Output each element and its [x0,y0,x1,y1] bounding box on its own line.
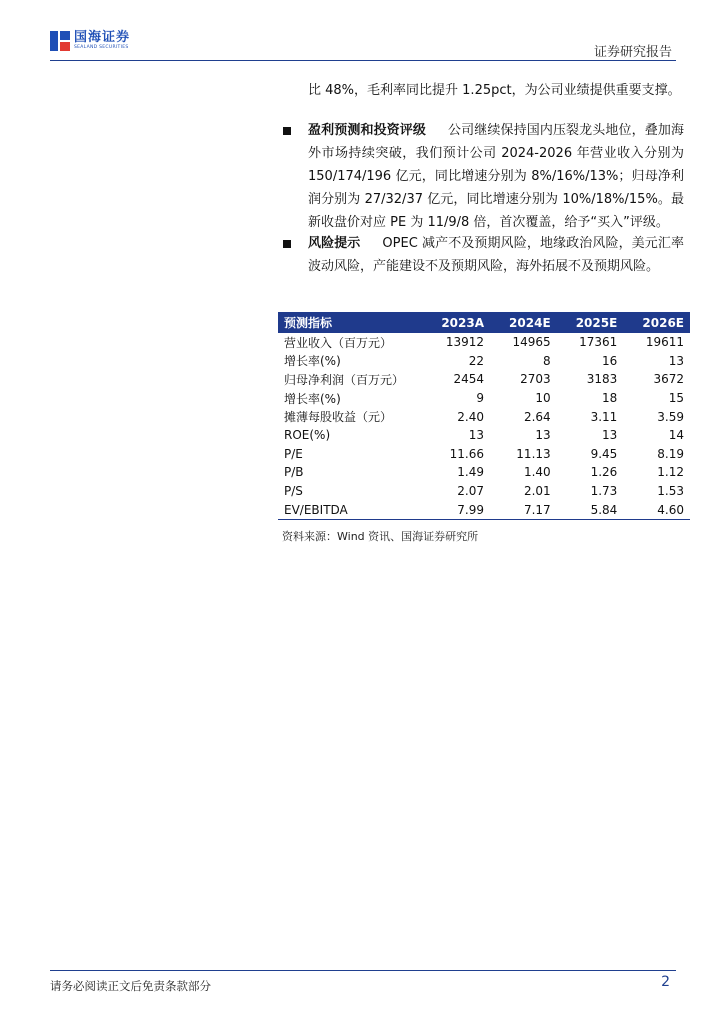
section-body: 公司继续保持国内压裂龙头地位，叠加海外市场持续突破，我们预计公司 2024-2026 年营业收入分别为 150/174/196 亿元，同比增速分别为 8%/16%/13%；归母净利润分别为 27/32/37 亿元，同比增速分别为 10%/18%/15%。最新收盘价对应 PE 为 11/9/8 倍，首次覆盖，给予“买入”评级。 [308,123,684,230]
value-cell: 19611 [645,335,684,350]
section-risk-warning [308,232,684,278]
row-label-cell: 增长率(%) [284,354,341,369]
table-header-cell: 预测指标 [278,312,422,333]
value-cell: 16 [602,353,618,368]
page-number: 2 [661,974,670,990]
value-cell: 4.60 [623,500,690,519]
value-cell: 7.99 [422,500,490,519]
section-heading: 风险提示 [308,236,361,251]
value-cell: 2703 [520,372,551,387]
value-cell: 14 [668,428,684,443]
value-cell: 2.64 [523,409,551,424]
table-header-row [278,312,690,333]
value-cell: 3183 [586,372,618,387]
company-logo [50,31,130,51]
row-label-cell: 归母净利润（百万元） [284,372,405,387]
table-row [278,445,690,464]
row-label-cell: EV/EBITDA [278,500,422,519]
value-cell: 2.40 [457,409,484,424]
value-cell: 9 [476,391,484,406]
table-row [278,389,690,408]
row-label-cell: 营业收入（百万元） [284,335,393,350]
report-type-label: 证券研究报告 [593,45,672,60]
value-cell: 13912 [445,335,484,350]
value-cell: 5.84 [557,500,624,519]
table-row [278,426,690,445]
row-label-cell: 摊薄每股收益（元） [284,410,393,425]
value-cell: 7.17 [490,500,557,519]
row-label-cell: P/E [284,446,303,461]
value-cell: 14965 [512,335,551,350]
table-row [278,500,690,519]
value-cell: 13 [535,428,551,443]
value-cell: 15 [668,391,684,406]
value-cell: 8.19 [657,446,684,461]
value-cell: 1.26 [590,465,618,480]
row-label-cell: 增长率(%) [284,391,341,406]
table-source-note: 资料来源：Wind 资讯、国海证券研究所 [282,530,479,543]
header-divider [50,60,676,61]
table-row [278,407,690,426]
value-cell: 8 [543,353,551,368]
intro-continuation: 比 48%，毛利率同比提升 1.25pct，为公司业绩提供重要支撑。 [308,83,681,98]
value-cell: 1.40 [523,465,551,480]
value-cell: 11.66 [449,446,484,461]
logo-mark-icon [50,31,70,51]
table-row [278,352,690,371]
value-cell: 22 [468,353,484,368]
value-cell: 10 [535,391,551,406]
value-cell: 13 [468,428,484,443]
section-profit-forecast [308,119,684,234]
value-cell: 2.01 [523,484,551,499]
footer-disclaimer: 请务必阅读正文后免责条款部分 [50,979,211,993]
value-cell: 3.11 [590,409,618,424]
value-cell: 13 [602,428,618,443]
value-cell: 11.13 [516,446,551,461]
table-header-cell: 2024E [490,312,557,333]
value-cell: 2.07 [457,484,484,499]
value-cell: 3672 [653,372,684,387]
value-cell: 1.53 [657,484,684,499]
row-label-cell: ROE(%) [284,428,331,443]
logo-name-en: SEALAND SECURITIES [74,45,129,51]
row-label-cell: P/S [284,484,303,499]
table-header-cell: 2026E [623,312,690,333]
table-header-cell: 2023A [422,312,490,333]
value-cell: 13 [668,353,684,368]
value-cell: 1.73 [590,484,618,499]
table-row [278,463,690,482]
section-heading: 盈利预测和投资评级 [308,123,427,138]
value-cell: 2454 [453,372,484,387]
table-row [278,370,690,389]
value-cell: 9.45 [590,446,618,461]
bullet-square-icon [283,127,291,135]
logo-name-cn: 国海证券 [74,30,131,46]
table-row [278,482,690,501]
value-cell: 18 [602,391,618,406]
value-cell: 17361 [579,335,618,350]
row-label-cell: P/B [284,465,304,480]
bullet-square-icon [283,240,291,248]
table-header-cell: 2025E [557,312,624,333]
value-cell: 3.59 [657,409,684,424]
table-row [278,333,690,352]
footer-divider [50,970,676,971]
value-cell: 1.49 [457,465,484,480]
section-body: OPEC 减产不及预期风险，地缘政治风险，美元汇率波动风险，产能建设不及预期风险，海外拓展不及预期风险。 [308,236,684,274]
value-cell: 1.12 [657,465,684,480]
forecast-table [278,312,690,520]
